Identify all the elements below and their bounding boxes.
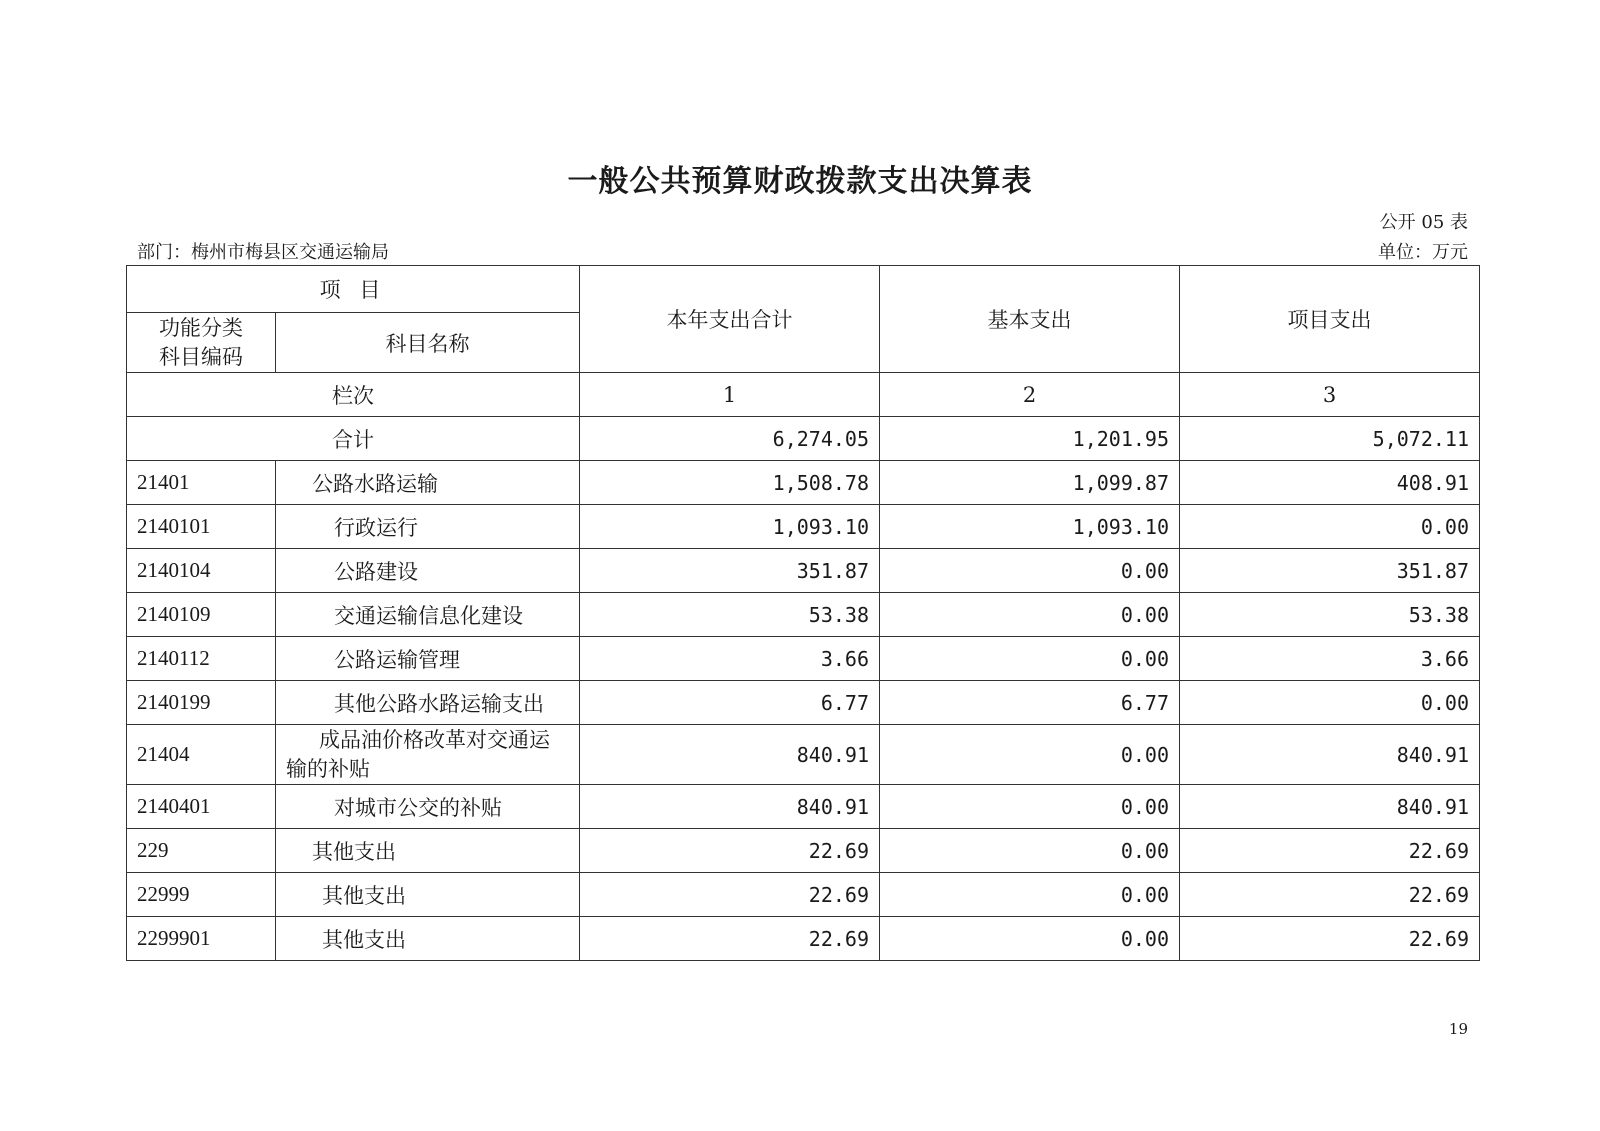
table-row xyxy=(127,681,1480,725)
total-project: 5,072.11 xyxy=(1180,417,1480,461)
table-row xyxy=(127,549,1480,593)
row-code: 2299901 xyxy=(127,917,276,961)
table-row xyxy=(127,505,1480,549)
row-name: 其他支出 xyxy=(276,829,580,873)
expenditure-table xyxy=(126,265,1480,961)
row-project: 840.91 xyxy=(1180,785,1480,829)
row-name: 公路建设 xyxy=(276,549,580,593)
row-project: 53.38 xyxy=(1180,593,1480,637)
row-project: 408.91 xyxy=(1180,461,1480,505)
row-name: 成品油价格改革对交通运输的补贴 xyxy=(276,725,580,785)
row-total: 22.69 xyxy=(580,917,880,961)
row-total: 840.91 xyxy=(580,785,880,829)
page-title: 一般公共预算财政拨款支出决算表 xyxy=(567,164,1033,199)
row-name: 其他支出 xyxy=(276,917,580,961)
unit-label: 单位：万元 xyxy=(1378,242,1468,263)
row-basic: 0.00 xyxy=(880,593,1180,637)
row-code: 229 xyxy=(127,829,276,873)
department-label: 部门：梅州市梅县区交通运输局 xyxy=(137,242,389,263)
row-total: 351.87 xyxy=(580,549,880,593)
row-basic: 1,093.10 xyxy=(880,505,1180,549)
table-row xyxy=(127,785,1480,829)
table-row xyxy=(127,637,1480,681)
row-code: 2140199 xyxy=(127,681,276,725)
row-total: 22.69 xyxy=(580,873,880,917)
row-code: 22999 xyxy=(127,873,276,917)
row-code: 2140401 xyxy=(127,785,276,829)
row-basic: 6.77 xyxy=(880,681,1180,725)
table-row xyxy=(127,725,1480,785)
row-name: 其他公路水路运输支出 xyxy=(276,681,580,725)
header-total: 本年支出合计 xyxy=(580,266,880,373)
row-basic: 0.00 xyxy=(880,549,1180,593)
row-name: 行政运行 xyxy=(276,505,580,549)
column-number-2: 2 xyxy=(880,373,1180,417)
row-project: 22.69 xyxy=(1180,917,1480,961)
header-basic: 基本支出 xyxy=(880,266,1180,373)
row-basic: 1,099.87 xyxy=(880,461,1180,505)
row-basic: 0.00 xyxy=(880,785,1180,829)
row-name: 交通运输信息化建设 xyxy=(276,593,580,637)
row-project: 840.91 xyxy=(1180,725,1480,785)
row-project: 3.66 xyxy=(1180,637,1480,681)
header-project: 项目支出 xyxy=(1180,266,1480,373)
total-sum: 6,274.05 xyxy=(580,417,880,461)
row-code: 21401 xyxy=(127,461,276,505)
row-name: 其他支出 xyxy=(276,873,580,917)
header-func-code: 功能分类科目编码 xyxy=(127,313,276,373)
row-code: 2140101 xyxy=(127,505,276,549)
table-row xyxy=(127,917,1480,961)
form-number: 公开 05 表 xyxy=(1379,212,1468,233)
row-name: 公路运输管理 xyxy=(276,637,580,681)
column-number-1: 1 xyxy=(580,373,880,417)
row-code: 2140112 xyxy=(127,637,276,681)
header-item: 项 目 xyxy=(127,266,580,313)
row-name: 对城市公交的补贴 xyxy=(276,785,580,829)
row-basic: 0.00 xyxy=(880,725,1180,785)
total-label: 合计 xyxy=(127,417,580,461)
row-total: 840.91 xyxy=(580,725,880,785)
row-total: 1,093.10 xyxy=(580,505,880,549)
row-total: 1,508.78 xyxy=(580,461,880,505)
column-number-row xyxy=(127,373,1480,417)
row-code: 2140104 xyxy=(127,549,276,593)
row-project: 22.69 xyxy=(1180,829,1480,873)
table-row xyxy=(127,873,1480,917)
column-number-3: 3 xyxy=(1180,373,1480,417)
header-row-1 xyxy=(127,266,1480,313)
row-code: 21404 xyxy=(127,725,276,785)
row-basic: 0.00 xyxy=(880,829,1180,873)
row-code: 2140109 xyxy=(127,593,276,637)
table-row xyxy=(127,461,1480,505)
row-name: 公路水路运输 xyxy=(276,461,580,505)
row-basic: 0.00 xyxy=(880,873,1180,917)
table-row xyxy=(127,593,1480,637)
row-project: 351.87 xyxy=(1180,549,1480,593)
page-number: 19 xyxy=(1448,1020,1468,1038)
row-basic: 0.00 xyxy=(880,917,1180,961)
total-basic: 1,201.95 xyxy=(880,417,1180,461)
row-total: 3.66 xyxy=(580,637,880,681)
row-basic: 0.00 xyxy=(880,637,1180,681)
total-row xyxy=(127,417,1480,461)
row-total: 22.69 xyxy=(580,829,880,873)
row-total: 53.38 xyxy=(580,593,880,637)
column-label: 栏次 xyxy=(127,373,580,417)
row-project: 0.00 xyxy=(1180,505,1480,549)
header-subject-name: 科目名称 xyxy=(276,313,580,373)
row-total: 6.77 xyxy=(580,681,880,725)
row-project: 0.00 xyxy=(1180,681,1480,725)
table-row xyxy=(127,829,1480,873)
row-project: 22.69 xyxy=(1180,873,1480,917)
